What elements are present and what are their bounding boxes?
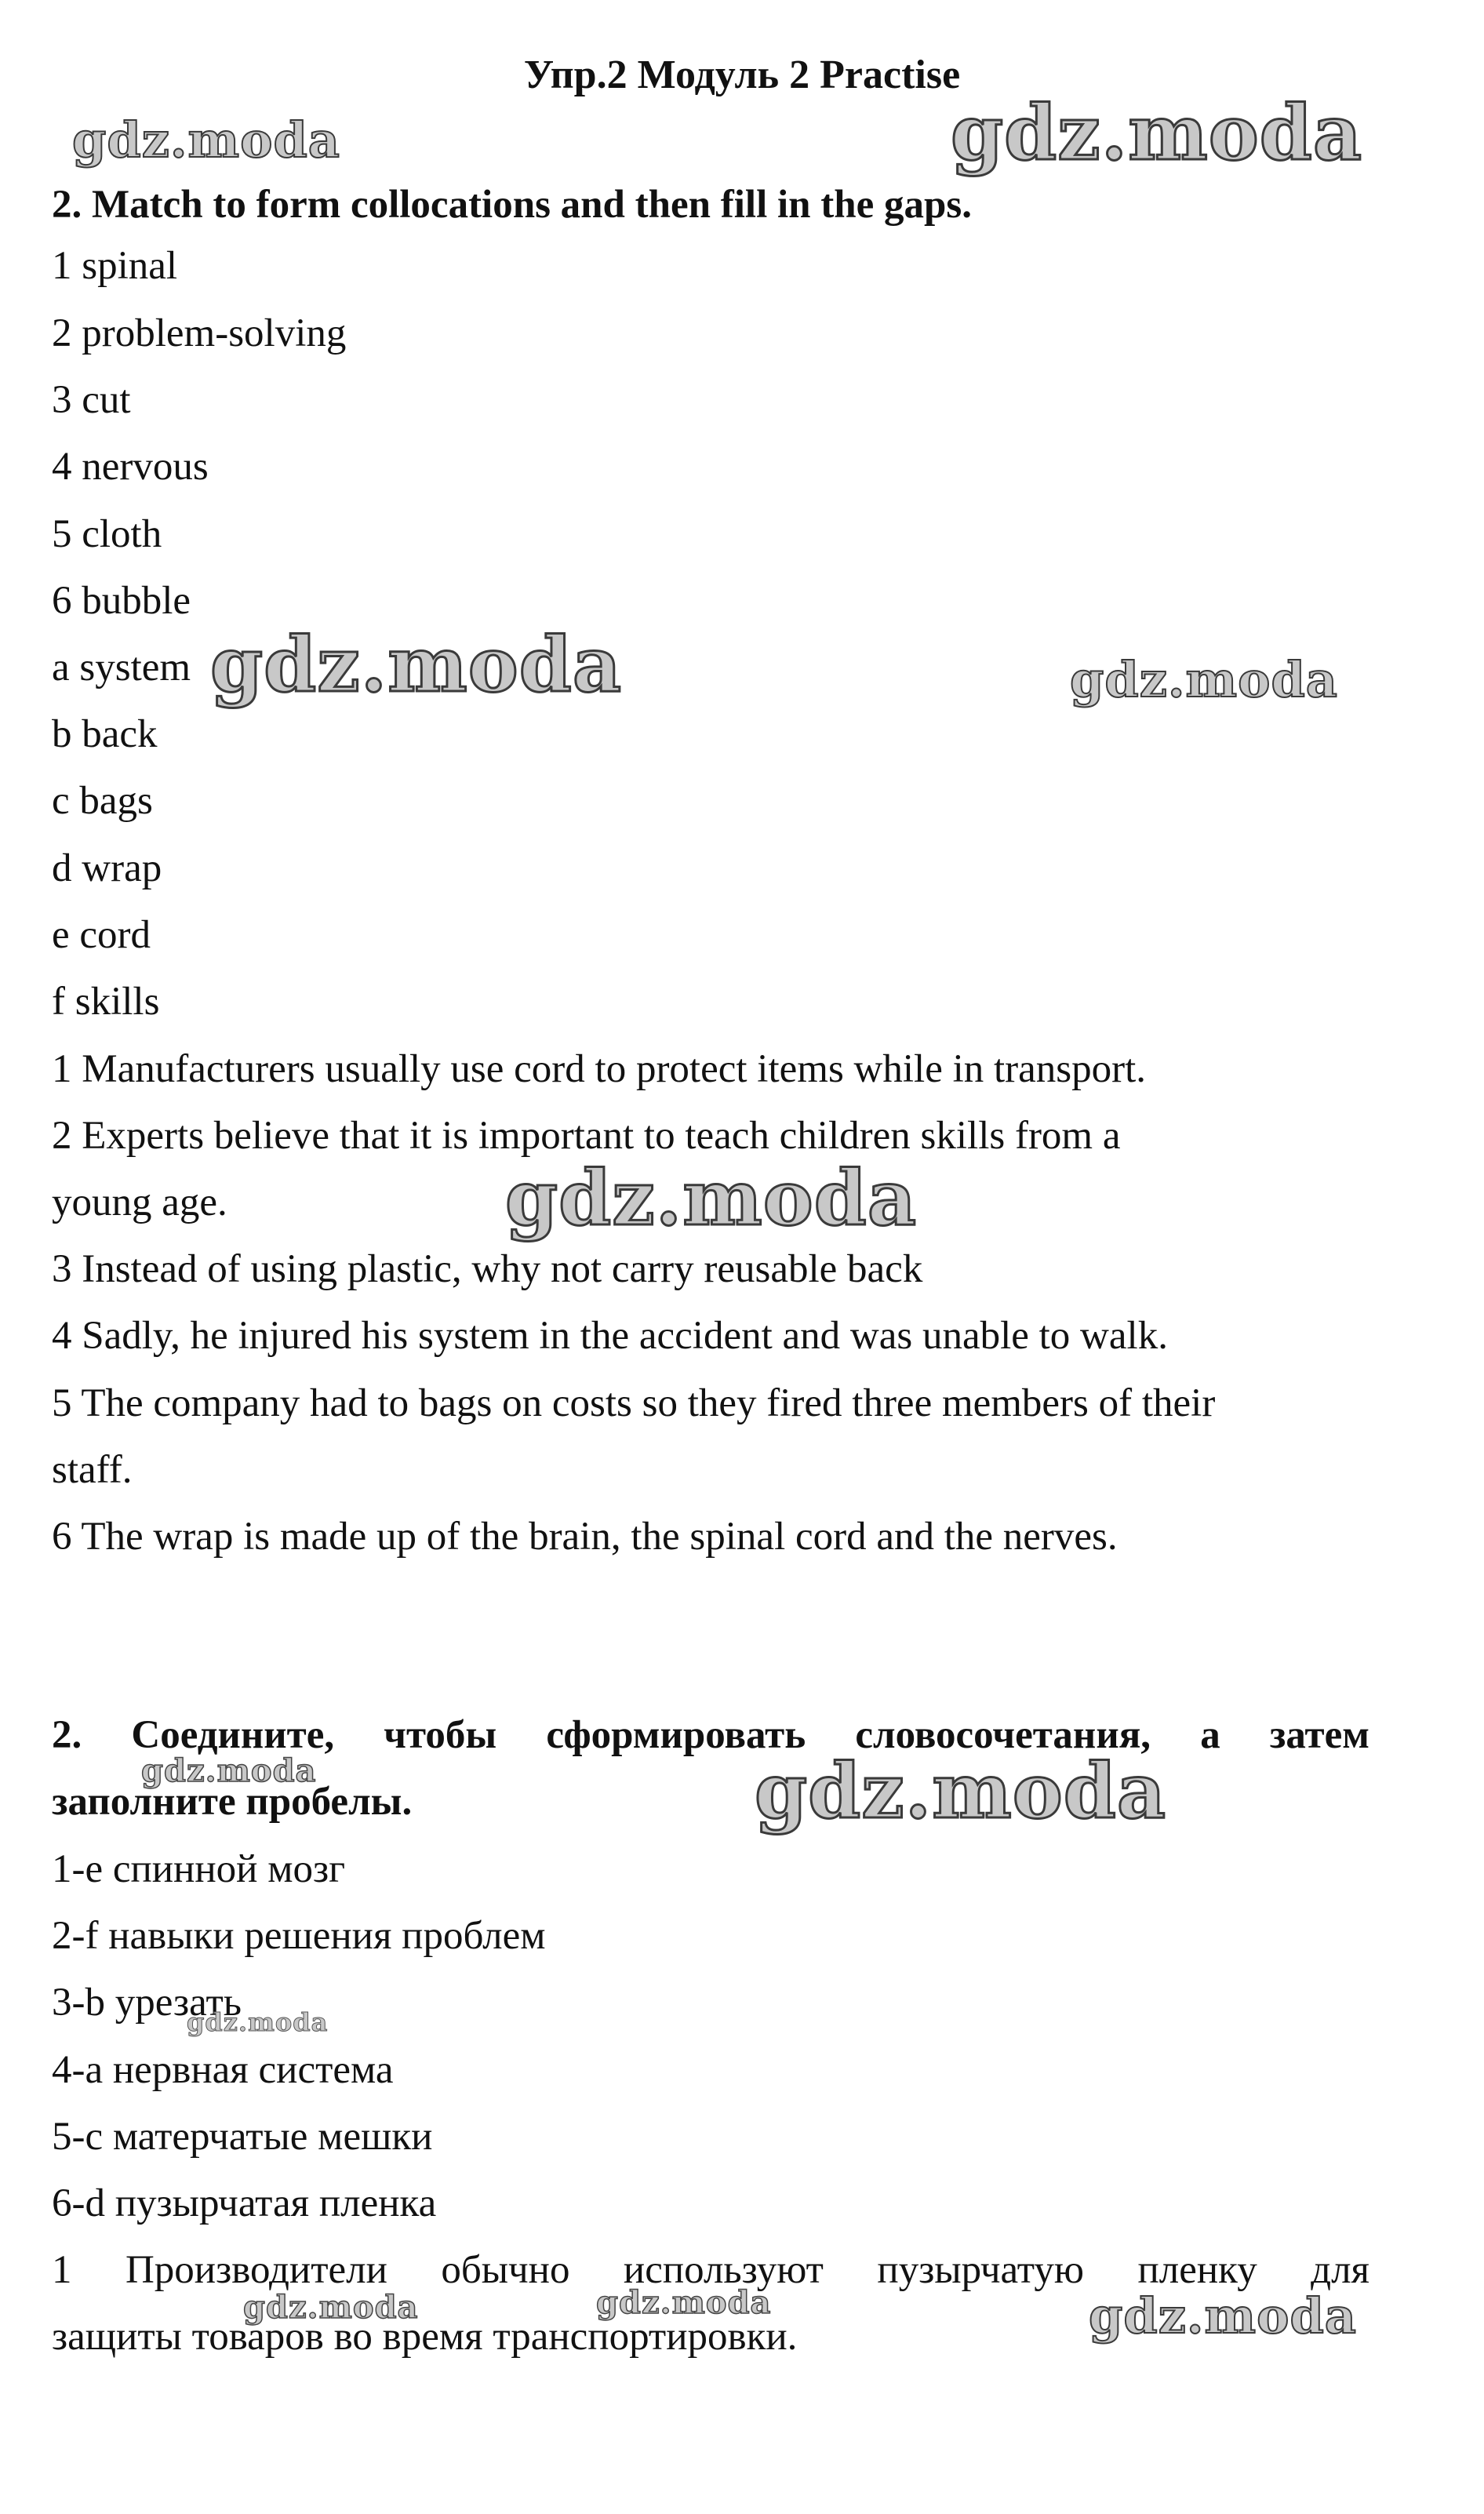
- watermark: gdz.moda: [1089, 2287, 1357, 2345]
- russian-instruction-line-1: 2. Соедините, чтобы сформировать словосочетания, а затем: [52, 1713, 1369, 1757]
- watermark: gdz.moda: [210, 620, 623, 709]
- watermark: gdz.moda: [1070, 651, 1338, 708]
- watermark: gdz.moda: [951, 89, 1363, 177]
- english-instruction: 2. Match to form collocations and then fill in the gaps.: [52, 183, 972, 227]
- watermark: gdz.moda: [596, 2284, 772, 2321]
- watermark: gdz.moda: [141, 1752, 317, 1789]
- word-left-5: 5 cloth: [52, 512, 162, 556]
- word-left-3: 3 cut: [52, 378, 131, 422]
- word-left-2: 2 problem-solving: [52, 311, 347, 355]
- watermark: gdz.moda: [243, 2289, 419, 2326]
- watermark: gdz.moda: [72, 111, 340, 169]
- russian-answer-1: 1-e спинной мозг: [52, 1847, 346, 1891]
- watermark: gdz.moda: [505, 1154, 918, 1242]
- english-sentence-2: 2 Experts believe that it is important to teach children skills from a: [52, 1114, 1121, 1158]
- word-right-d: d wrap: [52, 846, 162, 890]
- english-sentence-1: 1 Manufacturers usually use cord to protect items while in transport.: [52, 1047, 1147, 1091]
- word-left-6: 6 bubble: [52, 579, 191, 623]
- russian-instruction: [52, 1715, 1369, 1755]
- english-sentence-5-cont: staff.: [52, 1448, 133, 1492]
- english-sentence-5: 5 The company had to bags on costs so they fired three members of their: [52, 1381, 1216, 1425]
- russian-answer-2: 2-f навыки решения проблем: [52, 1914, 546, 1958]
- english-sentence-4: 4 Sadly, he injured his system in the accident and was unable to walk.: [52, 1314, 1168, 1358]
- watermark: gdz.moda: [187, 2007, 329, 2037]
- russian-sentence-1-line-1: 1 Производители обычно используют пузырчатую пленку для: [52, 2248, 1369, 2292]
- word-left-4: 4 nervous: [52, 445, 209, 489]
- russian-answer-5: 5-c матерчатые мешки: [52, 2115, 433, 2159]
- english-sentence-3: 3 Instead of using plastic, why not carry reusable back: [52, 1247, 923, 1291]
- english-sentence-2-cont: young age.: [52, 1181, 227, 1224]
- word-right-f: f skills: [52, 980, 160, 1024]
- russian-sentence-1-line-2: защиты товаров во время транспортировки.: [52, 2315, 798, 2359]
- word-right-c: c bags: [52, 779, 153, 823]
- russian-instruction-line-2: заполните пробелы.: [52, 1780, 413, 1824]
- russian-answer-4: 4-a нервная система: [52, 2048, 394, 2092]
- word-right-e: e cord: [52, 913, 151, 957]
- word-right-a: a system: [52, 646, 191, 689]
- page-title: Упр.2 Модуль 2 Practise: [523, 53, 961, 97]
- word-right-b: b back: [52, 712, 158, 756]
- word-left-1: 1 spinal: [52, 244, 178, 288]
- russian-answer-6: 6-d пузырчатая пленка: [52, 2181, 437, 2225]
- watermark: gdz.moda: [755, 1747, 1167, 1835]
- russian-answer-3: 3-b урезать: [52, 1981, 242, 2025]
- english-sentence-6: 6 The wrap is made up of the brain, the spinal cord and the nerves.: [52, 1515, 1118, 1559]
